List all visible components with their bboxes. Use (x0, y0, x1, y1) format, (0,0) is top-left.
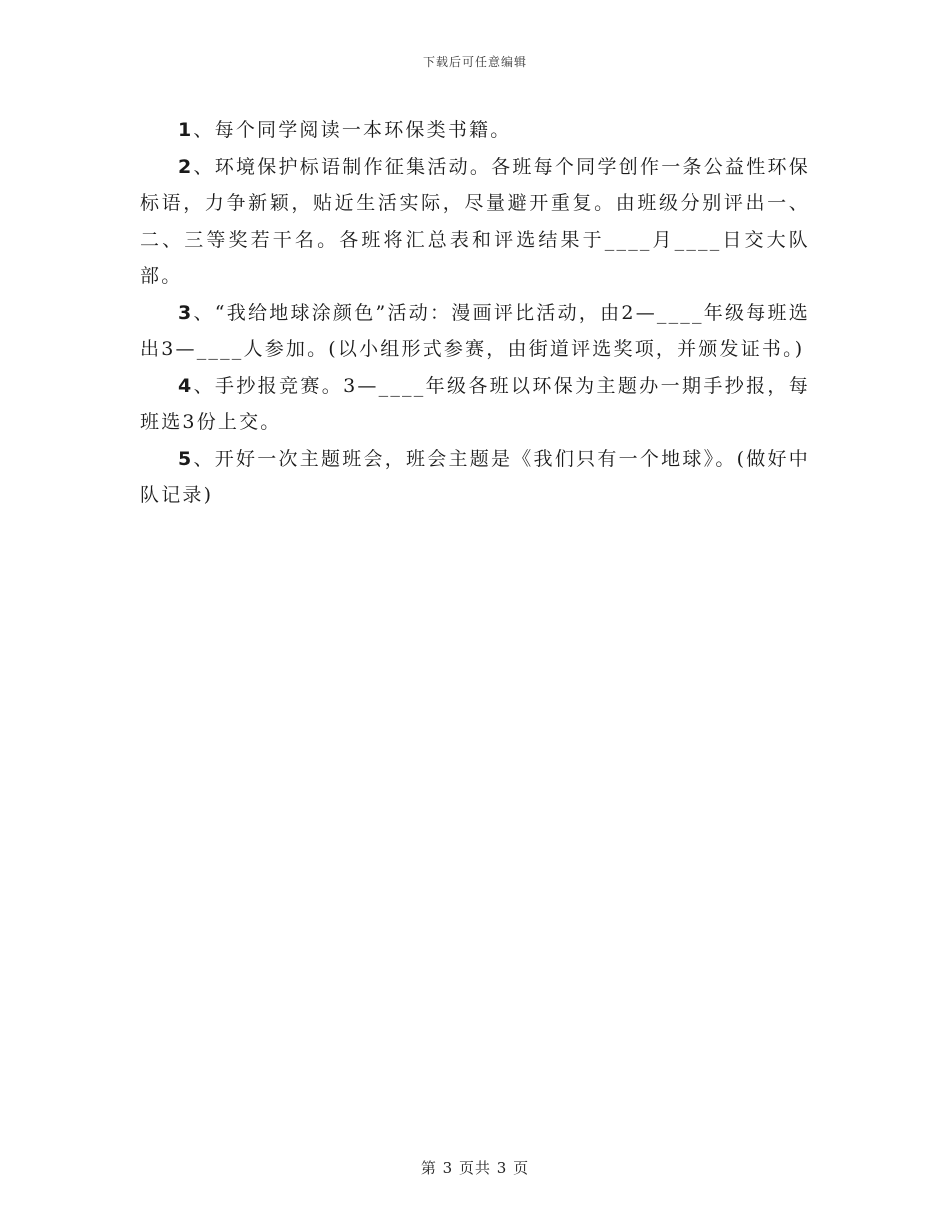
item-text: 、开好一次主题班会，班会主题是《我们只有一个地球》。(做好中队记录) (140, 447, 810, 506)
page-footer: 第 3 页共 3 页 (420, 1159, 530, 1177)
document-body (140, 112, 810, 514)
item-text: 、环境保护标语制作征集活动。各班每个同学创作一条公益性环保标语，力争新颖，贴近生活实际，尽量避开重复。由班级分别评出一、二、三等奖若干名。各班将汇总表和评选结果于____月____日交大队部。 (140, 155, 810, 287)
page-header: 下载后可任意编辑 (422, 55, 527, 69)
item-number: 1 (178, 119, 194, 141)
list-item-2 (140, 149, 810, 295)
list-item-3 (140, 295, 810, 368)
item-text: 、手抄报竞赛。3—____年级各班以环保为主题办一期手抄报，每班选3份上交。 (140, 374, 810, 433)
item-number: 3 (178, 301, 194, 324)
item-number: 4 (178, 374, 194, 397)
item-number: 2 (178, 155, 194, 178)
list-item-1 (140, 112, 810, 149)
item-number: 5 (178, 447, 194, 470)
list-item-5 (140, 441, 810, 514)
item-text: 、“我给地球涂颜色”活动：漫画评比活动，由2—____年级每班选出3—____人参加。(以小组形式参赛，由街道评选奖项，并颁发证书。) (140, 301, 810, 360)
item-text: 、每个同学阅读一本环保类书籍。 (193, 119, 512, 141)
list-item-4 (140, 368, 810, 441)
